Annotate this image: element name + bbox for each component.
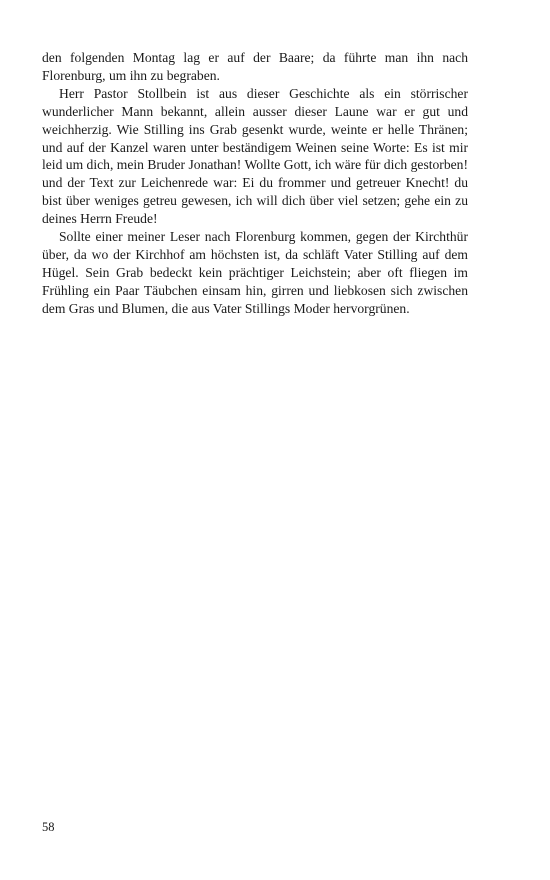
paragraph-grave: Sollte einer meiner Leser nach Florenburg kommen, gegen der Kirchthür über, da wo der Kirchhof am höchsten ist, da schläft Vater Stilling auf dem Hügel. Sein Grab bedeckt kein prächtiger Leichstein; aber oft fliegen im Frühling ein Paar Täubchen einsam hin, girren und liebkosen sich zwischen dem Gras und Blumen, die aus Vater Stillings Moder hervorgrünen. bbox=[42, 229, 468, 316]
body-text bbox=[42, 49, 468, 318]
paragraph-continuation: den folgenden Montag lag er auf der Baare; da führte man ihn nach Florenburg, um ihn zu begraben. bbox=[42, 50, 468, 83]
paragraph-pastor-stollbein: Herr Pastor Stollbein ist aus dieser Geschichte als ein störrischer wunderlicher Mann bekannt, allein ausser dieser Laune war er gut und weichherzig. Wie Stilling ins Grab gesenkt wurde, weinte er helle Thränen; und auf der Kanzel waren unter beständigem Weinen seine Worte: Es ist mir leid um dich, mein Bruder Jonathan! Wollte Gott, ich wäre für dich gestorben! und der Text zur Leichenrede war: Ei du frommer und getreuer Knecht! du bist über weniges getreu gewesen, ich will dich über viel setzen; gehe ein zu deines Herrn Freude! bbox=[42, 85, 468, 227]
page-number: 58 bbox=[42, 820, 55, 834]
